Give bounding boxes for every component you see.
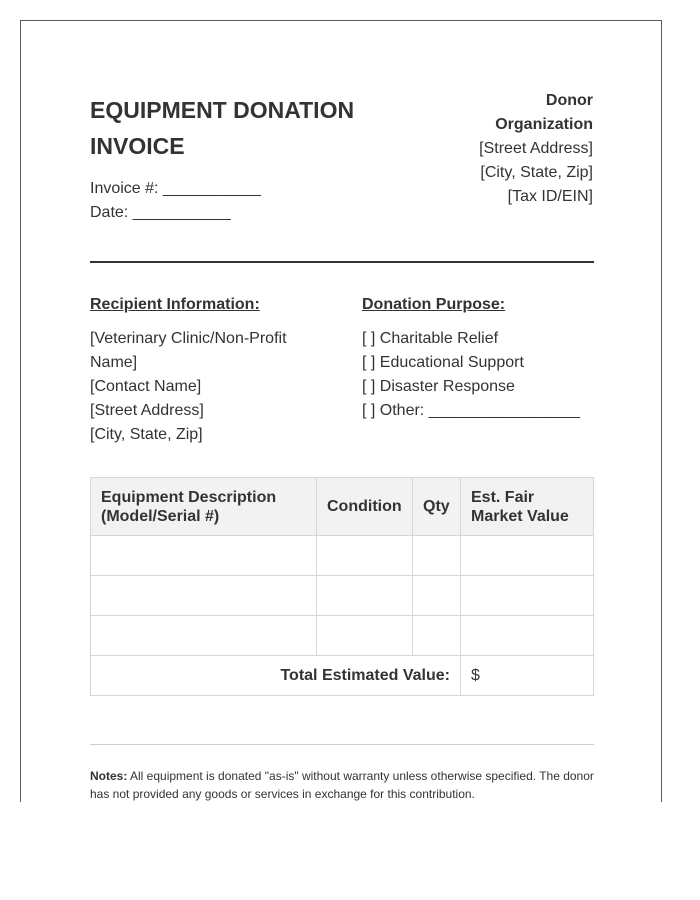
cell-value[interactable] bbox=[461, 576, 594, 616]
document-title: EQUIPMENT DONATION INVOICE bbox=[90, 97, 355, 159]
column-header-value: Est. Fair Market Value bbox=[461, 478, 594, 536]
cell-condition[interactable] bbox=[317, 616, 413, 656]
invoice-number-label: Invoice #: bbox=[90, 180, 159, 197]
header-divider bbox=[90, 261, 594, 263]
cell-description[interactable] bbox=[91, 576, 317, 616]
date-line bbox=[90, 201, 261, 225]
recipient-line: [Street Address] bbox=[90, 402, 204, 419]
purpose-option-educational[interactable]: [ ] Educational Support bbox=[362, 354, 524, 371]
table-header-row bbox=[91, 478, 594, 536]
invoice-meta bbox=[90, 177, 261, 225]
cell-condition[interactable] bbox=[317, 576, 413, 616]
donor-city: [City, State, Zip] bbox=[480, 164, 593, 181]
donor-block bbox=[479, 89, 593, 209]
notes-block bbox=[90, 767, 600, 803]
date-label: Date: bbox=[90, 204, 129, 221]
recipient-line: [Contact Name] bbox=[90, 378, 202, 395]
cell-qty[interactable] bbox=[413, 536, 461, 576]
purpose-option-disaster[interactable]: [ ] Disaster Response bbox=[362, 378, 515, 395]
cell-qty[interactable] bbox=[413, 616, 461, 656]
recipient-line: [City, State, Zip] bbox=[90, 426, 203, 443]
table-row bbox=[91, 616, 594, 656]
purpose-heading: Donation Purpose: bbox=[362, 296, 506, 313]
column-header-qty: Qty bbox=[413, 478, 461, 536]
cell-qty[interactable] bbox=[413, 576, 461, 616]
table-row bbox=[91, 576, 594, 616]
cell-value[interactable] bbox=[461, 536, 594, 576]
cell-description[interactable] bbox=[91, 536, 317, 576]
cell-condition[interactable] bbox=[317, 536, 413, 576]
equipment-table bbox=[90, 477, 594, 696]
cell-description[interactable] bbox=[91, 616, 317, 656]
recipient-line: [Veterinary Clinic/Non-Profit Name] bbox=[90, 330, 287, 371]
invoice-number-field: ___________ bbox=[162, 180, 261, 197]
recipient-block bbox=[90, 327, 330, 447]
purpose-option-other[interactable]: [ ] Other: _________________ bbox=[362, 402, 580, 419]
column-header-condition: Condition bbox=[317, 478, 413, 536]
purpose-block bbox=[362, 327, 594, 423]
notes-text: All equipment is donated "as-is" without warranty unless otherwise specified. The donor has not provided any goods or services in exchange for this contribution. bbox=[90, 769, 594, 801]
invoice-page bbox=[20, 20, 662, 802]
table-row bbox=[91, 536, 594, 576]
donor-street: [Street Address] bbox=[479, 140, 593, 157]
column-header-description: Equipment Description (Model/Serial #) bbox=[91, 478, 317, 536]
notes-label: Notes: bbox=[90, 769, 128, 783]
notes-divider bbox=[90, 744, 594, 745]
date-field: ___________ bbox=[132, 204, 231, 221]
total-row bbox=[91, 656, 594, 696]
cell-value[interactable] bbox=[461, 616, 594, 656]
total-label: Total Estimated Value: bbox=[91, 656, 461, 696]
donor-tax-id: [Tax ID/EIN] bbox=[507, 188, 593, 205]
invoice-number-line bbox=[90, 177, 261, 201]
total-value[interactable]: $ bbox=[461, 656, 594, 696]
recipient-heading: Recipient Information: bbox=[90, 296, 260, 313]
donor-organization: Donor Organization bbox=[495, 92, 593, 133]
purpose-option-charitable[interactable]: [ ] Charitable Relief bbox=[362, 330, 499, 347]
